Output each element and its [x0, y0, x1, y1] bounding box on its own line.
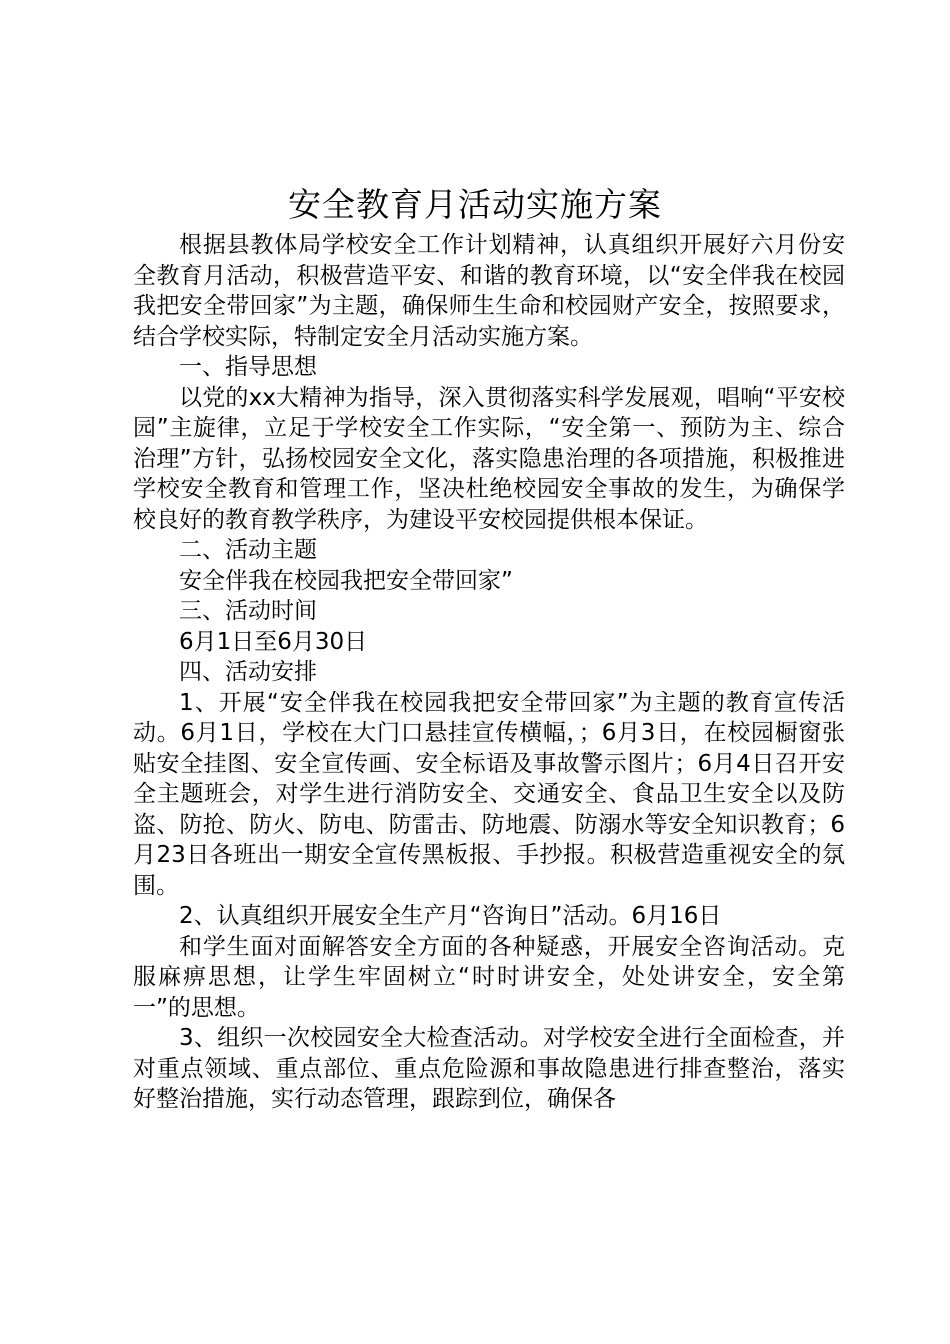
arrangement-item-1: 1、开展“安全伴我在校园我把安全带回家”为主题的教育宣传活动。6月1日，学校在大门口悬挂宣传横幅，；6月3日，在校园橱窗张贴安全挂图、安全宣传画、安全标语及事故警示图片；6月4日召开安全主题班会，对学生进行消防安全、交通安全、食品卫生安全以及防盗、防抢、防火、防电、防雷击、防地震、防溺水等安全知识教育；6月23日各班出一期安全宣传黑板报、手抄报。积极营造重视安全的氛围。	[133, 689, 845, 899]
theme-paragraph: 安全伴我在校园我把安全带回家”	[179, 567, 513, 594]
arrangement-item-2: 2、认真组织开展安全生产月“咨询日”活动。6月16日	[179, 903, 722, 929]
document-body	[133, 230, 845, 1115]
intro-paragraph: 根据县教体局学校安全工作计划精神，认真组织开展好六月份安全教育月活动，积极营造平安、和谐的教育环境，以“安全伴我在校园我把安全带回家”为主题，确保师生生命和校园财产安全，按照要求，结合学校实际，特制定安全月活动实施方案。	[133, 232, 845, 350]
arrangement-item-2-continued: 和学生面对面解答安全方面的各种疑惑，开展安全咨询活动。克服麻痹思想，让学生牢固树立“时时讲安全，处处讲安全，安全第一”的思想。	[133, 933, 845, 1021]
section-heading-time: 三、活动时间	[179, 598, 317, 624]
time-paragraph: 6月1日至6月30日	[179, 628, 368, 655]
section-heading-guiding-ideology: 一、指导思想	[179, 354, 317, 380]
arrangement-item-3: 3、组织一次校园安全大检查活动。对学校安全进行全面检查，并对重点领域、重点部位、重点危险源和事故隐患进行排查整治，落实好整治措施，实行动态管理，跟踪到位，确保各	[133, 1025, 845, 1112]
section-heading-arrangement: 四、活动安排	[179, 659, 317, 685]
guiding-ideology-paragraph: 以党的xx大精神为指导，深入贯彻落实科学发展观，唱响“平安校园”主旋律，立足于学校安全工作实际，“安全第一、预防为主、综合治理”方针，弘扬校园安全文化，落实隐患治理的各项措施，积极推进学校安全教育和管理工作，坚决杜绝校园安全事故的发生，为确保学校良好的教育教学秩序，为建设平安校园提供根本保证。	[133, 384, 845, 533]
section-heading-theme: 二、活动主题	[179, 537, 317, 563]
document-title: 安全教育月活动实施方案	[288, 185, 662, 224]
